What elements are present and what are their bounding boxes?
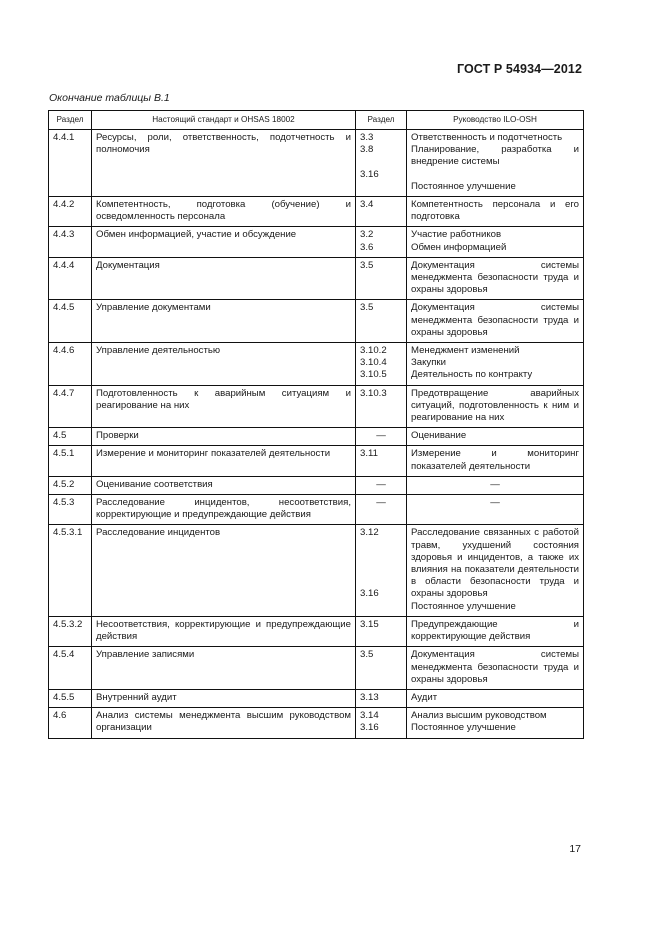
row-section: 4.4.2	[49, 197, 92, 227]
ilo-osh-item: Аудит	[411, 691, 438, 703]
table-row	[49, 343, 584, 386]
row-section: 4.4.3	[49, 227, 92, 257]
row-standard-clause: Управление документами	[92, 300, 356, 343]
ilo-section-ref: 3.12	[360, 527, 379, 539]
row-ilo-section	[356, 647, 407, 690]
row-standard-clause: Документация	[92, 257, 356, 300]
row-ilo-osh-item	[407, 495, 584, 525]
table-row	[49, 616, 584, 646]
document-code: ГОСТ Р 54934—2012	[456, 62, 582, 76]
table-row	[49, 525, 584, 616]
ilo-osh-item: —	[490, 497, 500, 509]
row-ilo-section	[356, 525, 407, 616]
row-standard-clause: Расследование инцидентов	[92, 525, 356, 616]
row-ilo-osh-item	[407, 647, 584, 690]
ilo-section-ref: 3.16	[360, 168, 379, 180]
ilo-section-ref: —	[376, 430, 386, 442]
ilo-osh-item: Участие работников	[411, 229, 502, 241]
ilo-section-ref: 3.15	[360, 618, 379, 630]
ilo-osh-item: Документация системы менеджмента безопасности труда и охраны здоровья	[411, 649, 579, 685]
row-ilo-section	[356, 476, 407, 494]
table-row	[49, 708, 584, 738]
ilo-osh-item: Планирование, разработка и внедрение системы	[411, 144, 579, 168]
row-section: 4.5.2	[49, 476, 92, 494]
table-row	[49, 476, 584, 494]
ilo-section-ref: 3.16	[360, 722, 379, 734]
row-standard-clause: Управление деятельностью	[92, 343, 356, 386]
table-row	[49, 428, 584, 446]
ilo-section-ref: 3.13	[360, 691, 379, 703]
ilo-section-ref: 3.10.5	[360, 369, 387, 381]
ilo-section-ref	[360, 576, 402, 588]
ilo-section-ref: 3.14	[360, 710, 379, 722]
ilo-section-ref: 3.2	[360, 229, 374, 241]
table-row	[49, 227, 584, 257]
ilo-osh-item: Предупреждающие и корректирующие действия	[411, 618, 579, 643]
table-row	[49, 495, 584, 525]
ilo-section-ref	[360, 564, 402, 576]
table-row	[49, 689, 584, 707]
row-section: 4.4.4	[49, 257, 92, 300]
table-row	[49, 197, 584, 227]
row-section: 4.4.1	[49, 130, 92, 197]
row-standard-clause: Оценивание соответствия	[92, 476, 356, 494]
ilo-osh-item: Измерение и мониторинг показателей деятельности	[411, 448, 579, 472]
row-ilo-osh-item	[407, 385, 584, 428]
ilo-osh-item: Закупки	[411, 357, 446, 369]
table-body	[49, 130, 584, 739]
row-section: 4.4.6	[49, 343, 92, 386]
row-ilo-section	[356, 495, 407, 525]
row-ilo-osh-item	[407, 525, 584, 616]
ilo-osh-item: Документация системы менеджмента безопасности труда и охраны здоровья	[411, 302, 579, 338]
row-ilo-osh-item	[407, 708, 584, 738]
row-ilo-osh-item	[407, 428, 584, 446]
header-ilo-osh: Руководство ILO-OSH	[407, 111, 584, 130]
row-standard-clause: Внутренний аудит	[92, 689, 356, 707]
row-section: 4.5.5	[49, 689, 92, 707]
header-ref-section: Раздел	[356, 111, 407, 130]
table-row	[49, 257, 584, 300]
row-ilo-osh-item	[407, 689, 584, 707]
row-section: 4.5.3	[49, 495, 92, 525]
ilo-section-ref	[360, 156, 402, 168]
row-standard-clause: Компетентность, подготовка (обучение) и осведомленность персонала	[92, 197, 356, 227]
table-caption: Окончание таблицы В.1	[49, 92, 170, 104]
row-standard-clause: Анализ системы менеджмента высшим руководством организации	[92, 708, 356, 738]
ilo-section-ref: 3.6	[360, 241, 374, 253]
row-section: 4.5.3.1	[49, 525, 92, 616]
row-ilo-section	[356, 385, 407, 428]
row-ilo-section	[356, 616, 407, 646]
row-ilo-osh-item	[407, 130, 584, 197]
row-ilo-section	[356, 300, 407, 343]
ilo-section-ref	[360, 552, 402, 564]
ilo-section-ref: 3.8	[360, 144, 374, 156]
ilo-section-ref	[360, 540, 402, 552]
row-ilo-osh-item	[407, 257, 584, 300]
ilo-osh-item: —	[490, 478, 500, 490]
row-section: 4.4.5	[49, 300, 92, 343]
ilo-osh-item: Деятельность по контракту	[411, 369, 533, 381]
ilo-section-ref: 3.11	[360, 448, 378, 460]
row-standard-clause: Ресурсы, роли, ответственность, подотчетность и полномочия	[92, 130, 356, 197]
ilo-section-ref: 3.10.2	[360, 345, 387, 357]
row-ilo-section	[356, 130, 407, 197]
row-section: 4.6	[49, 708, 92, 738]
row-ilo-osh-item	[407, 446, 584, 476]
ilo-section-ref: 3.3	[360, 132, 374, 143]
table-row	[49, 385, 584, 428]
row-ilo-osh-item	[407, 300, 584, 343]
ilo-osh-item: Менеджмент изменений	[411, 345, 520, 357]
row-ilo-section	[356, 197, 407, 227]
ilo-osh-item: Документация системы менеджмента безопасности труда и охраны здоровья	[411, 259, 579, 296]
row-standard-clause: Измерение и мониторинг показателей деятельности	[92, 446, 356, 476]
row-ilo-osh-item	[407, 343, 584, 386]
page-number: 17	[569, 843, 581, 855]
row-standard-clause: Расследование инцидентов, несоответствия, корректирующие и предупреждающие действия	[92, 495, 356, 525]
row-ilo-section	[356, 708, 407, 738]
table-row	[49, 300, 584, 343]
ilo-osh-item: Анализ высшим руководством	[411, 710, 547, 722]
ilo-osh-item: Постоянное улучшение	[411, 722, 516, 734]
ilo-osh-item: Предотвращение аварийных ситуаций, подготовленность к ним и реагирование на них	[411, 387, 579, 424]
ilo-osh-item: Обмен информацией	[411, 241, 507, 253]
row-section: 4.5	[49, 428, 92, 446]
header-section: Раздел	[49, 111, 92, 130]
ilo-section-ref: 3.5	[360, 649, 374, 661]
row-standard-clause: Подготовленность к аварийным ситуациям и реагирование на них	[92, 385, 356, 428]
table-row	[49, 446, 584, 476]
ilo-section-ref: 3.10.3	[360, 387, 387, 399]
ilo-section-ref: 3.5	[360, 302, 374, 314]
ilo-osh-item	[411, 169, 579, 181]
ilo-section-ref: 3.4	[360, 199, 374, 210]
row-standard-clause: Несоответствия, корректирующие и предупреждающие действия	[92, 616, 356, 646]
row-section: 4.4.7	[49, 385, 92, 428]
row-ilo-section	[356, 257, 407, 300]
header-standard: Настоящий стандарт и OHSAS 18002	[92, 111, 356, 130]
row-ilo-osh-item	[407, 616, 584, 646]
row-section: 4.5.1	[49, 446, 92, 476]
ilo-section-ref: —	[376, 478, 386, 490]
row-ilo-section	[356, 689, 407, 707]
row-standard-clause: Управление записями	[92, 647, 356, 690]
row-ilo-section	[356, 343, 407, 386]
ilo-osh-item: Компетентность персонала и его подготовка	[411, 199, 579, 223]
ilo-section-ref: 3.10.4	[360, 357, 387, 369]
ilo-section-ref: 3.16	[360, 588, 379, 600]
table-header-row	[49, 111, 584, 130]
ilo-osh-item: Оценивание	[411, 430, 467, 442]
row-standard-clause: Проверки	[92, 428, 356, 446]
row-section: 4.5.3.2	[49, 616, 92, 646]
table-row	[49, 130, 584, 197]
table-row	[49, 647, 584, 690]
row-section: 4.5.4	[49, 647, 92, 690]
ilo-section-ref: 3.5	[360, 259, 374, 271]
row-ilo-section	[356, 227, 407, 257]
ilo-osh-item: Ответственность и подотчетность	[411, 132, 563, 143]
correspondence-table	[48, 110, 584, 739]
row-ilo-osh-item	[407, 227, 584, 257]
row-ilo-osh-item	[407, 476, 584, 494]
ilo-osh-item: Постоянное улучшение	[411, 180, 516, 192]
row-ilo-section	[356, 446, 407, 476]
ilo-section-ref: —	[376, 497, 386, 509]
row-standard-clause: Обмен информацией, участие и обсуждение	[92, 227, 356, 257]
ilo-osh-item: Расследование связанных с работой травм, ухудшений состояния здоровья и инцидентов, а также их влияния на показатели деятельности в области безопасности труда и охраны здоровья	[411, 527, 579, 600]
row-ilo-osh-item	[407, 197, 584, 227]
ilo-osh-item: Постоянное улучшение	[411, 600, 516, 612]
row-ilo-section	[356, 428, 407, 446]
